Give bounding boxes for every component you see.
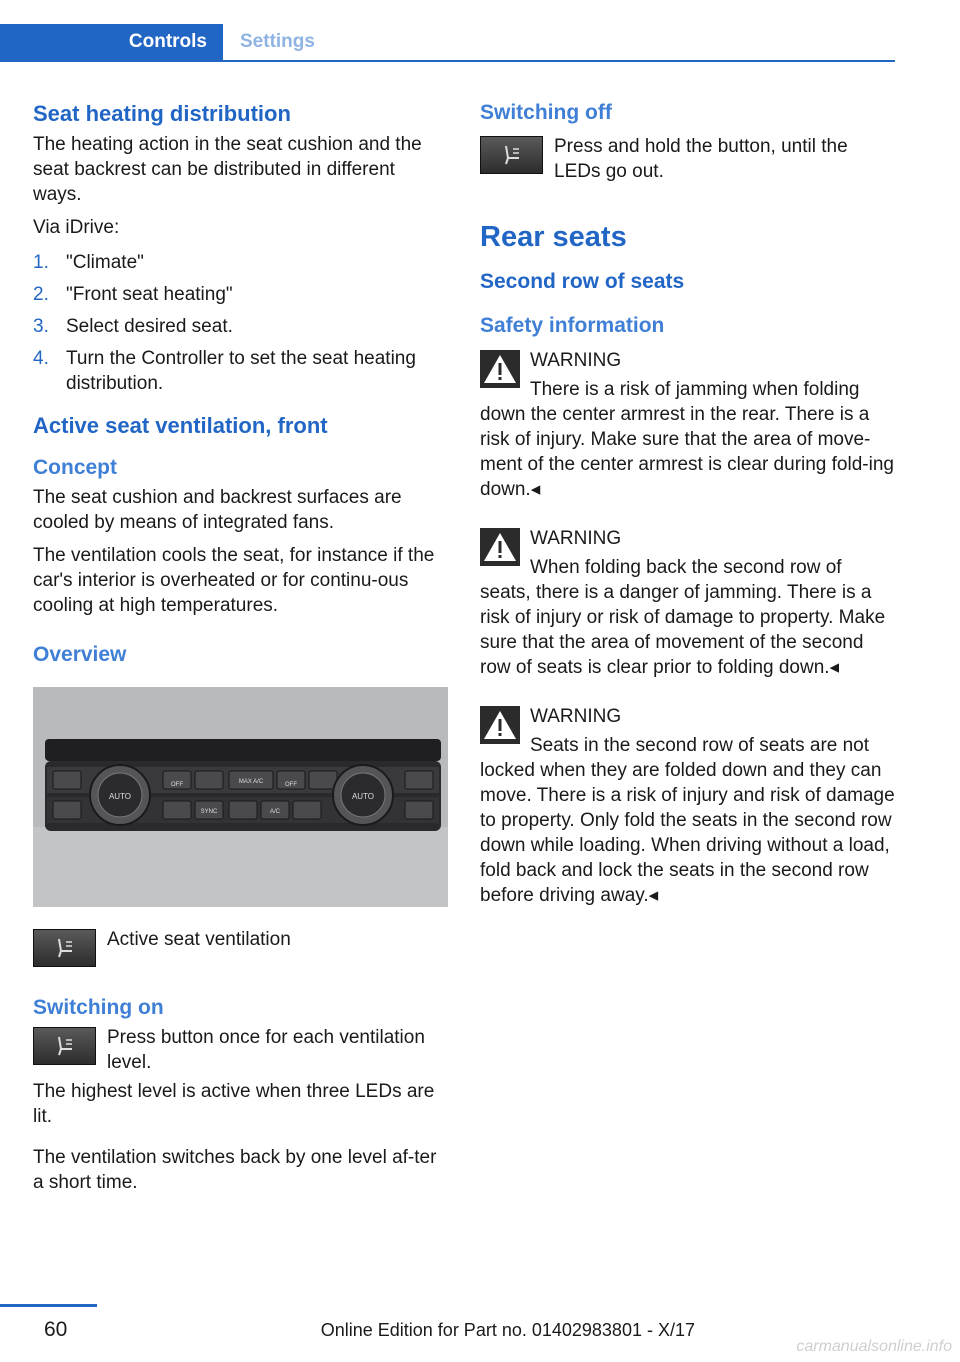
paragraph-concept-2: The ventilation cools the seat, for instance if the car's interior is overheated or for continu‐ous cooling at high temperatures. [33,545,435,617]
paragraph-concept-1: The seat cushion and backrest surfaces are cooled by means of integrated fans. [33,487,402,534]
warning-header [480,704,895,758]
warning-triangle-icon [480,350,520,388]
warning-triangle-icon [480,706,520,744]
list-item [33,314,448,339]
step-text: "Front seat heating" [66,283,233,305]
paragraph-switch-off: Press and hold the button, until the LEDs go out. [554,136,848,183]
paragraph-switch-on: Press button once for each ventilation level. [107,1026,425,1073]
list-item [33,346,448,396]
climate-control-panel-photo [33,687,448,907]
step-number: 2. [33,283,49,305]
heading-safety-information: Safety information [480,314,665,338]
step-text: Turn the Controller to set the seat heating distribution. [66,347,416,394]
page-number: 60 [44,1318,68,1341]
right-column [480,100,895,908]
watermark: carmanualsonline.info [796,1338,952,1355]
switch-on-row [33,1025,448,1075]
warning-body: locked when they are folded down and they can move. There is a risk of injury and risk of damage to property. Only fold the seats in the second row down while loading. When driving without a load, fold back and lock the seats in the second row before driving away.◂ [480,759,895,906]
paragraph-switches-back: The ventilation switches back by one level af‐ter a short time. [33,1146,437,1193]
heading-concept: Concept [33,456,117,479]
heading-active-seat-ventilation: Active seat ventilation, front [33,412,328,438]
seat-ventilation-button-icon [33,1027,96,1065]
ventilation-icon-caption [33,927,448,967]
list-item [33,250,448,275]
paragraph-highest-level: The highest level is active when three LEDs are lit. [33,1080,435,1127]
heading-switching-on: Switching on [33,995,164,1019]
warning-header [480,526,895,580]
header-rule [0,60,895,62]
warning-block [480,526,895,680]
left-column [33,100,448,1195]
warning-first-line: There is a risk of jamming when folding [530,378,860,400]
warning-title: WARNING [530,705,622,727]
heading-overview: Overview [33,643,127,667]
seat-ventilation-button-icon [33,929,96,967]
step-number: 4. [33,347,49,369]
tab-controls[interactable]: Controls [0,24,223,60]
seat-ventilation-button-icon [480,136,543,174]
warning-header [480,348,895,402]
warning-title: WARNING [530,527,622,549]
footer-rule [0,1304,97,1307]
off-right-label: OFF [285,781,297,788]
paragraph-via-idrive: Via iDrive: [33,216,120,238]
list-item [33,282,448,307]
step-text: "Climate" [66,251,144,273]
warning-title: WARNING [530,349,622,371]
warning-first-line: Seats in the second row of seats are not [530,734,870,756]
warning-body: down the center armrest in the rear. There is a risk of injury. Make sure that the area of move‐ment of the center armrest is clear during fold‐ing down.◂ [480,403,894,500]
switch-off-row [480,134,895,184]
warning-triangle-icon [480,528,520,566]
chapter-tabs [0,24,895,62]
warning-body: seats, there is a danger of jamming. There is a risk of injury or risk of damage to property. Make sure that the area of movement of the second row of seats is clear prior to folding down.◂ [480,581,886,678]
max-ac-label: MAX A/C [238,778,264,785]
tab-settings[interactable]: Settings [240,31,315,52]
heading-second-row: Second row of seats [480,270,685,294]
step-number: 1. [33,251,49,273]
paragraph-distribution: The heating action in the seat cushion and the seat backrest can be distributed in different ways. [33,133,422,205]
warning-block [480,704,895,908]
step-number: 3. [33,315,49,337]
edition-text: Online Edition for Part no. 01402983801 - X/17 [320,1320,695,1340]
heading-rear-seats: Rear seats [480,221,627,254]
auto-left-label: AUTO [108,791,132,801]
step-text: Select desired seat. [66,315,233,337]
warning-first-line: When folding back the second row of [530,556,842,578]
caption-active-seat-ventilation: Active seat ventilation [107,928,291,950]
warning-block [480,348,895,502]
off-left-label: OFF [171,781,183,788]
heading-seat-heating-distribution: Seat heating distribution [33,101,291,126]
idrive-steps [33,250,448,396]
sync-label: SYNC [200,808,218,815]
ac-label: A/C [269,808,281,815]
heading-switching-off: Switching off [480,101,612,124]
auto-right-label: AUTO [351,791,375,801]
climate-panel-illustration [33,687,448,907]
